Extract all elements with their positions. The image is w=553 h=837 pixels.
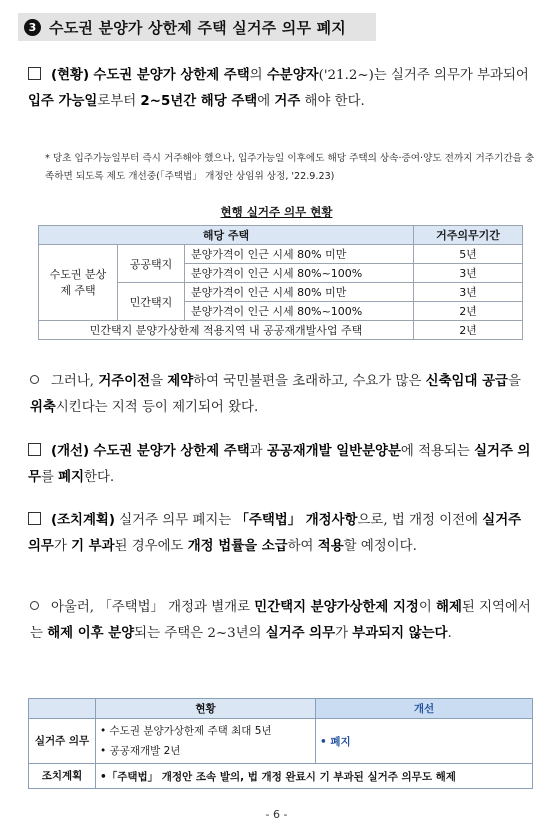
table-cell: 분양가격이 인근 시세 80% 미만 [185,245,414,264]
table-cell: 3년 [414,283,523,302]
table1-sub-private: 민간택지 [118,283,185,321]
checkbox-bullet-icon [28,67,41,80]
table-cell: 5년 [414,245,523,264]
table1-header-period: 거주의무기간 [414,226,523,245]
paragraph-current-status: (현황) 수도권 분양가 상한제 주택의 수분양자('21.2~)는 실거주 의무가 부과되어 입주 가능일로부터 2~5년간 해당 주택에 거주 해야 한다. [28,68,529,109]
table-cell: 2년 [414,302,523,321]
checkbox-bullet-icon [28,512,41,525]
table2-header-empty [29,699,96,719]
table1-group-label: 수도권 분상제 주택 [39,245,118,321]
table-cell: 분양가격이 인근 시세 80%~100% [185,302,414,321]
table2-row-label: 조치계획 [29,764,96,789]
checkbox-bullet-icon [28,443,41,456]
table-cell: 민간택지 분양가상한제 적용지역 내 공공재개발사업 주택 [39,321,414,340]
paragraph-improvement: (개선) 수도권 분양가 상한제 주택과 공공재개발 일반분양분에 적용되는 실거주 의무를 폐지한다. [28,444,531,485]
table-cell: 분양가격이 인근 시세 80%~100% [185,264,414,283]
table1-sub-public: 공공택지 [118,245,185,283]
section-title: 수도권 분양가 상한제 주택 실거주 의무 폐지 [49,18,346,37]
table1-header-housing: 해당 주택 [39,226,414,245]
table-cell: 분양가격이 인근 시세 80% 미만 [185,283,414,302]
circle-bullet-icon [30,601,39,610]
table-cell: 2년 [414,321,523,340]
paragraph-additional: 아울러, 「주택법」 개정과 별개로 민간택지 분양가상한제 지정이 해제된 지역에서는 해제 이후 분양되는 주택은 2~3년의 실거주 의무가 부과되지 않는다. [30,600,531,641]
circle-bullet-icon [30,375,39,384]
section-number-badge: 3 [24,19,41,36]
table1-title: 현행 실거주 의무 현황 [220,205,333,219]
list-item: • 수도권 분양가상한제 주택 최대 5년 [100,725,272,737]
table-cell: • 폐지 [316,719,533,764]
list-item: • 공공재개발 2년 [100,745,181,757]
section-heading [18,13,376,41]
residence-obligation-table [38,225,523,340]
table2-header-improve: 개선 [316,699,533,719]
page-number: - 6 - [265,808,288,821]
paragraph-action-plan: (조치계획) 실거주 의무 폐지는 「주택법」 개정사항으로, 법 개정 이전에 실거주 의무가 기 부과된 경우에도 개정 법률을 소급하여 적용할 예정이다. [28,513,522,554]
table2-row-label: 실거주 의무 [29,719,96,764]
table-cell: •「주택법」 개정안 조속 발의, 법 개정 완료시 기 부과된 실거주 의무도 해제 [96,764,533,789]
summary-table [28,698,533,789]
table-cell [96,719,316,764]
paragraph-problem: 그러나, 거주이전을 제약하여 국민불편을 초래하고, 수요가 많은 신축임대 공급을 위축시킨다는 지적 등이 제기되어 왔다. [30,374,521,415]
footnote: * 당초 입주가능일부터 즉시 거주해야 했으나, 입주가능일 이후에도 해당 주택의 상속·증여·양도 전까지 거주기간을 충족하면 되도록 제도 개선중(「주택법」 개정안 상임위 상정, '22.9.23) [45,153,535,182]
table2-header-current: 현황 [96,699,316,719]
table-cell: 3년 [414,264,523,283]
